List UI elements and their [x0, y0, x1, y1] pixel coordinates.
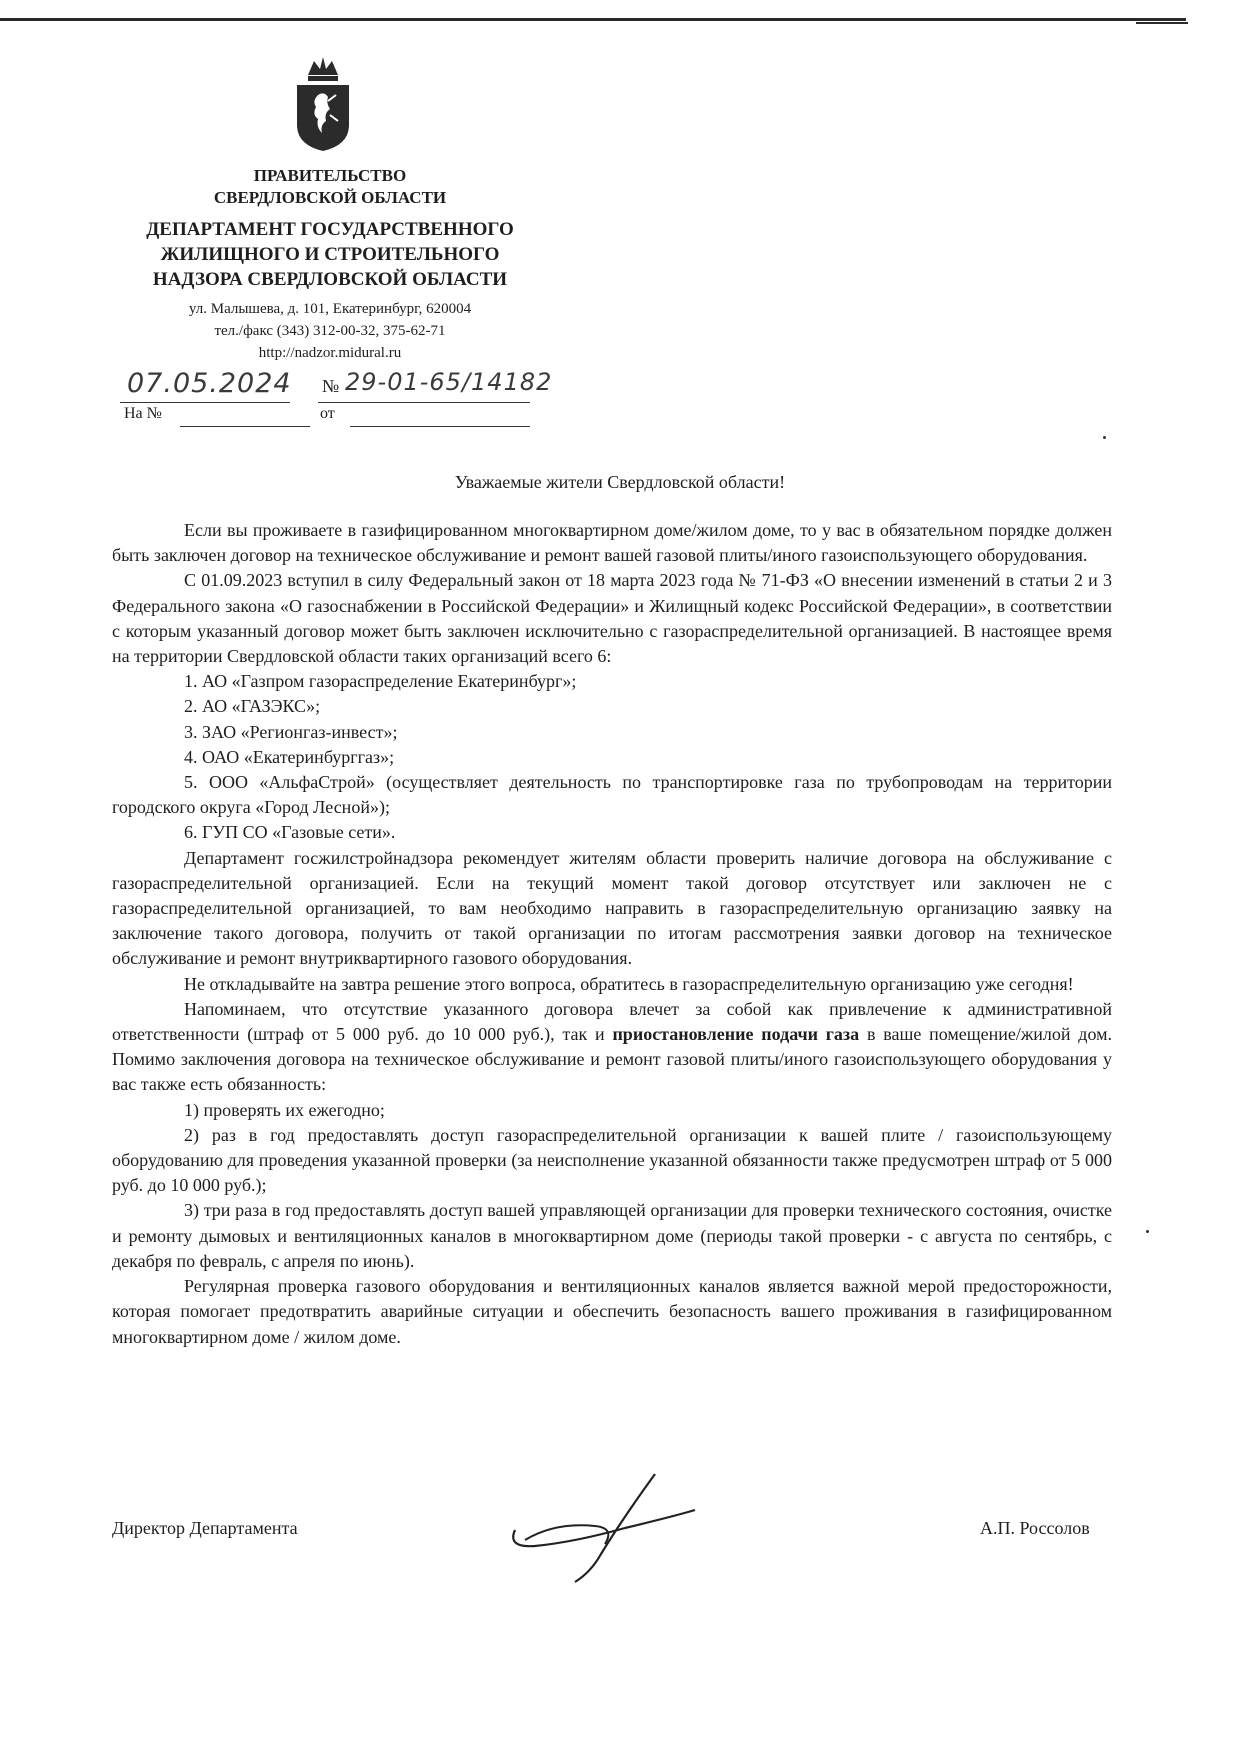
salutation: Уважаемые жители Свердловской области!	[454, 472, 786, 492]
department-line-2: ЖИЛИЩНОГО И СТРОИТЕЛЬНОГО	[160, 244, 500, 265]
department-line-3: НАДЗОРА СВЕРДЛОВСКОЙ ОБЛАСТИ	[152, 269, 508, 290]
government-line-2: СВЕРДЛОВСКОЙ ОБЛАСТИ	[213, 188, 447, 207]
coat-of-arms-icon	[294, 55, 352, 153]
list-item: 1. АО «Газпром газораспределение Екатеринбург»;	[184, 671, 577, 692]
list-item: 2. АО «ГАЗЭКС»;	[184, 696, 321, 717]
list-item: 3) три раза в год предоставлять доступ вашей управляющей организации для проверки технического состояния, очистке и ремонту дымовых и вентиляционных каналов в многоквартирном доме (периоды такой проверки - с августа по сентябрь, с декабря по февраль, с апреля по июнь).	[112, 1200, 1112, 1271]
phone: тел./факс (343) 312-00-32, 375-62-71	[214, 323, 446, 339]
reference-line	[180, 426, 310, 427]
list-item: 6. ГУП СО «Газовые сети».	[184, 822, 396, 843]
department-line-1: ДЕПАРТАМЕНТ ГОСУДАРСТВЕННОГО	[146, 219, 514, 240]
list-item: 2) раз в год предоставлять доступ газораспределительной организации к вашей плите / газоиспользующему оборудованию для проведения указанной проверки (за неисполнение указанной обязанности также предусмотрен штраф от 5 000 руб. до 10 000 руб.);	[112, 1124, 1112, 1196]
paragraph: Если вы проживаете в газифицированном многоквартирном доме/жилом доме, то у вас в обязательном порядке должен быть заключен договор на техническое обслуживание и ремонт вашей газовой плиты/иного газоиспользующего оборудования.	[112, 520, 1112, 566]
paragraph: Департамент госжилстройнадзора рекомендует жителям области проверить наличие договора на обслуживание с газораспределительной организацией. Если на текущий момент такой договор отсутствует или заключен не с газораспределительной организацией, то вам необходимо направить в газораспределительную организацию заявку на заключение такого договора, получить от такой организации по итогам рассмотрения заявки договор на техническое обслуживание и ремонт внутриквартирного газового оборудования.	[112, 847, 1112, 969]
list-item: 3. ЗАО «Регионгаз-инвест»;	[184, 721, 398, 742]
registration-number-line	[318, 402, 530, 403]
letter-body	[112, 518, 1112, 1350]
government-heading	[120, 165, 540, 209]
contact-block	[120, 298, 540, 364]
from-label: от	[320, 405, 335, 422]
registration-date: 07.05.2024	[127, 368, 292, 399]
registration-number: 29-01-65/14182	[345, 368, 553, 396]
registration-number-sign: №	[322, 376, 340, 396]
reference-label: На №	[124, 405, 162, 422]
scan-speck	[1103, 436, 1106, 439]
signatory-position: Директор Департамента	[112, 1518, 298, 1538]
text-run: в ваше помещение/жилой дом. Помимо заключения договора на техническое обслуживание и ремонт газовой плиты/иного газоиспользующего оборудования у вас также есть обязанность:	[112, 1024, 1113, 1095]
website: http://nadzor.midural.ru	[258, 345, 402, 361]
registration-date-line	[120, 402, 290, 403]
department-heading	[120, 217, 540, 292]
list-item: 4. ОАО «Екатеринбурггаз»;	[184, 746, 395, 767]
from-line	[350, 426, 530, 427]
top-rule	[0, 18, 1186, 21]
scan-speck	[1146, 1230, 1149, 1233]
address: ул. Малышева, д. 101, Екатеринбург, 620004	[188, 301, 472, 317]
government-line-1: ПРАВИТЕЛЬСТВО	[253, 166, 407, 185]
emphasis-text: приостановление подачи газа	[612, 1024, 860, 1045]
text-run: Напоминаем, что отсутствие указанного договора влечет за собой как привлечение к административной ответственности (штраф от 5 000 руб. до 10 000 руб.), так и	[112, 998, 1112, 1045]
list-item: 5. ООО «АльфаСтрой» (осуществляет деятельность по транспортировке газа по трубопроводам на территории городского округа «Город Лесной»);	[112, 772, 1112, 818]
paragraph: С 01.09.2023 вступил в силу Федеральный закон от 18 марта 2023 года № 71-ФЗ «О внесении изменений в статьи 2 и 3 Федерального закона «О газоснабжении в Российской Федерации» и Жилищный кодекс Российской Федерации», в соответствии с которым указанный договор может быть заключен исключительно с газораспределительной организацией. В настоящее время на территории Свердловской области таких организаций всего 6:	[112, 570, 1112, 667]
paragraph	[112, 997, 1112, 1098]
paragraph: Не откладывайте на завтра решение этого вопроса, обратитесь в газораспределительную организацию уже сегодня!	[184, 973, 1074, 994]
list-item: 1) проверять их ежегодно;	[184, 1099, 385, 1120]
top-rule-tail	[1136, 22, 1188, 24]
paragraph: Регулярная проверка газового оборудования и вентиляционных каналов является важной мерой предосторожности, которая помогает предотвратить аварийные ситуации и обеспечить безопасность вашего проживания в газифицированном многоквартирном доме / жилом доме.	[112, 1276, 1112, 1347]
signatory-name: А.П. Россолов	[980, 1518, 1090, 1538]
handwritten-signature	[505, 1470, 705, 1590]
